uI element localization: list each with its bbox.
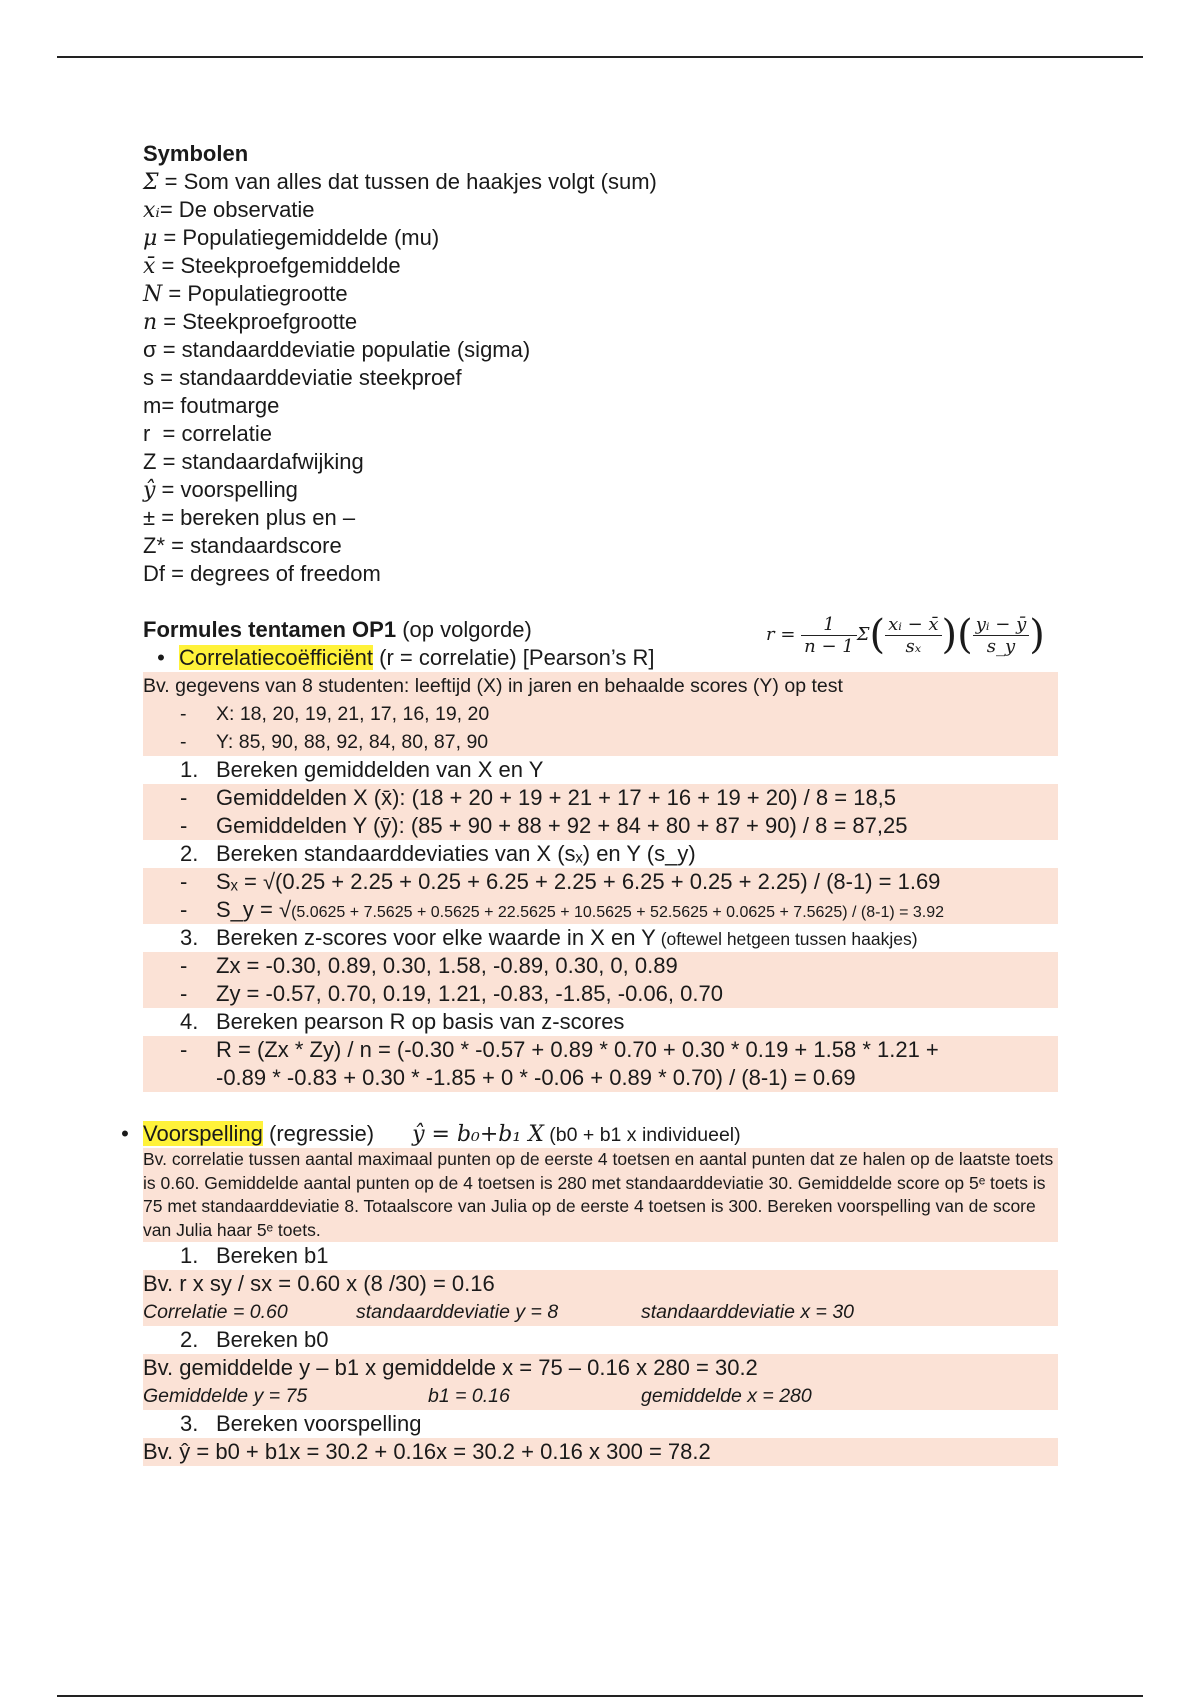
symbol-row xyxy=(143,224,1058,252)
bottom-rule xyxy=(57,1695,1143,1697)
symbol-text: = Steekproefgrootte xyxy=(157,309,358,334)
symbol-text: = foutmarge xyxy=(161,393,280,418)
symbol-text: = standaarddeviatie populatie (sigma) xyxy=(156,337,531,362)
symbol-text: = standaardafwijking xyxy=(156,449,364,474)
symbol-row xyxy=(143,448,1058,476)
regression-rest: (regressie) xyxy=(262,1121,375,1146)
symbol-glyph: x̄ xyxy=(143,254,156,279)
mean-x: Gemiddelden X (x̄): (18 + 20 + 19 + 21 + 17 + 16 + 19 + 20) / 8 = 18,5 xyxy=(216,785,897,810)
symbol-text: = Populatiegrootte xyxy=(162,281,348,306)
symbol-glyph: σ xyxy=(143,337,157,362)
symbol-row xyxy=(143,168,1058,196)
symbol-glyph: Z* xyxy=(143,533,165,558)
sy-row: - S_y = √(5.0625 + 7.5625 + 0.5625 + 22.5625 + 10.5625 + 52.5625 + 0.0625 + 7.5625) / (8-1) = 3.92 xyxy=(180,897,945,922)
bullet-dot: • xyxy=(157,645,165,670)
zy-values: Zy = -0.57, 0.70, 0.19, 1.21, -0.83, -1.85, -0.06, 0.70 xyxy=(216,981,723,1006)
symbols-list xyxy=(143,168,1058,588)
r-calc-1: R = (Zx * Zy) / n = (-0.30 * -0.57 + 0.89 * 0.70 + 0.30 * 0.19 + 1.58 * 1.21 + xyxy=(216,1037,939,1062)
symbol-row xyxy=(143,420,1058,448)
sy-prefix: S_y = √ xyxy=(216,897,292,922)
formules-subtitle: (op volgorde) xyxy=(396,617,532,642)
symbol-glyph: μ xyxy=(143,226,158,251)
symbol-row xyxy=(143,364,1058,392)
regression-formula-note: (b0 + b1 x individueel) xyxy=(543,1124,741,1146)
data-x-row: - X: 18, 20, 19, 21, 17, 16, 19, 20 xyxy=(180,703,490,725)
symbol-text: = Steekproefgemiddelde xyxy=(155,253,401,278)
data-y: Y: 85, 90, 88, 92, 84, 80, 87, 90 xyxy=(216,731,489,753)
pearson-r-formula: r = $\frac{1}{n - 1}$ Σ( $\frac{\text{xᵢ − x̄}}{\text{sₓ}}$ )( $\frac{\text{yᵢ − ȳ}}{s\_y}$ ) xyxy=(766,612,1045,658)
sy-formula: (5.0625 + 7.5625 + 0.5625 + 22.5625 + 10.5625 + 52.5625 + 0.0625 + 7.5625) / (8-1) = 3.92 xyxy=(291,904,945,921)
top-rule xyxy=(57,56,1143,58)
sx-row: - Sₓ = √(0.25 + 2.25 + 0.25 + 6.25 + 2.25 + 6.25 + 0.25 + 2.25) / (8-1) = 1.69 xyxy=(180,869,941,894)
formules-title: Formules tentamen OP1 xyxy=(143,617,397,642)
symbol-text: = voorspelling xyxy=(155,477,298,502)
data-x: X: 18, 20, 19, 21, 17, 16, 19, 20 xyxy=(216,703,490,725)
mean-y: Gemiddelden Y (ȳ): (85 + 90 + 88 + 92 + 84 + 80 + 87 + 90) / 8 = 87,25 xyxy=(216,813,908,838)
correlation-example: Bv. gegevens van 8 studenten: leeftijd (X) in jaren en behaalde scores (Y) op test xyxy=(143,675,843,697)
symbol-text: = correlatie xyxy=(150,421,272,446)
symbol-row xyxy=(143,532,1058,560)
symbol-text: = degrees of freedom xyxy=(165,561,381,586)
b0-calc: Bv. gemiddelde y – b1 x gemiddelde x = 75 – 0.16 x 280 = 30.2 xyxy=(143,1355,758,1380)
symbol-row xyxy=(143,560,1058,588)
mean-y-row: - Gemiddelden Y (ȳ): (85 + 90 + 88 + 92 + 84 + 80 + 87 + 90) / 8 = 87,25 xyxy=(180,813,908,838)
document-body xyxy=(121,140,1058,1466)
r-calc-row-2 xyxy=(180,1064,1058,1092)
b1-calc: Bv. r x sy / sx = 0.60 x (8 /30) = 0.16 xyxy=(143,1271,495,1296)
regression-formula: ŷ = b₀+b₁ X xyxy=(412,1122,544,1147)
symbol-glyph: r xyxy=(143,421,151,446)
bullet-dot-2: • xyxy=(121,1121,129,1146)
symbol-glyph: ± xyxy=(143,505,156,530)
symbol-text: = standaardscore xyxy=(165,533,342,558)
regr-step-1: 1. Bereken b1 xyxy=(180,1243,329,1268)
correlation-label: Correlatiecoëfficiënt xyxy=(179,645,374,670)
symbol-glyph: Σ xyxy=(143,170,159,195)
symbol-glyph: Df xyxy=(143,561,165,586)
b0-values: Gemiddelde y = 75 b1 = 0.16 gemiddelde x = 280 xyxy=(143,1385,812,1407)
prediction-calc: Bv. ŷ = b0 + b1x = 30.2 + 0.16x = 30.2 + 0.16 x 300 = 78.2 xyxy=(143,1439,711,1464)
symbol-row xyxy=(143,252,1058,280)
symbol-row xyxy=(143,280,1058,308)
symbol-row xyxy=(143,392,1058,420)
corr-step-4: 4. Bereken pearson R op basis van z-scores xyxy=(180,1009,625,1034)
symbol-row xyxy=(143,196,1058,224)
symbol-glyph: xᵢ xyxy=(143,198,160,223)
b1-values: Correlatie = 0.60 standaarddeviatie y = 8 standaarddeviatie x = 30 xyxy=(143,1301,855,1323)
data-y-row: - Y: 85, 90, 88, 92, 84, 80, 87, 90 xyxy=(180,731,489,753)
symbol-row xyxy=(143,476,1058,504)
mean-x-row: - Gemiddelden X (x̄): (18 + 20 + 19 + 21 + 17 + 16 + 19 + 20) / 8 = 18,5 xyxy=(180,785,897,810)
symbol-glyph: m xyxy=(143,393,162,418)
zx-values: Zx = -0.30, 0.89, 0.30, 1.58, -0.89, 0.30, 0, 0.89 xyxy=(216,953,678,978)
symbol-glyph: Z xyxy=(143,449,157,474)
zx-row: - Zx = -0.30, 0.89, 0.30, 1.58, -0.89, 0.30, 0, 0.89 xyxy=(180,953,678,978)
corr-step-3: 3. Bereken z-scores voor elke waarde in X en Y (oftewel hetgeen tussen haakjes) xyxy=(180,925,918,950)
correlation-rest: (r = correlatie) [Pearson’s R] xyxy=(373,645,655,670)
r-calc-row-1: - R = (Zx * Zy) / n = (-0.30 * -0.57 + 0.89 * 0.70 + 0.30 * 0.19 + 1.58 * 1.21 + xyxy=(180,1037,939,1062)
symbol-glyph: n xyxy=(143,310,158,335)
symbol-text: = standaarddeviatie steekproef xyxy=(154,365,462,390)
regression-label: Voorspelling xyxy=(143,1121,263,1146)
corr-step-1: 1. Bereken gemiddelden van X en Y xyxy=(180,757,544,782)
symbol-glyph: N xyxy=(143,282,163,307)
corr-step-2: 2. Bereken standaarddeviaties van X (sₓ) en Y (s_y) xyxy=(180,841,696,866)
regression-example: Bv. correlatie tussen aantal maximaal punten op de eerste 4 toetsen en aantal punten dat ze halen op de laatste toets is 0.60. Gemiddelde aantal punten op de 4 toetsen is 280 met standaarddeviatie 30. Gemiddelde score op 5ᵉ toets is 75 met standaarddeviatie 8. Totaalscore van Julia op de eerste 4 toetsen is 300. Bereken voorspelling van de score van Julia haar 5ᵉ toets. xyxy=(143,1148,1058,1242)
symbols-heading: Symbolen xyxy=(143,141,249,166)
symbol-text: = De observatie xyxy=(159,197,315,222)
symbol-row xyxy=(143,504,1058,532)
symbol-glyph: ŷ xyxy=(143,478,156,503)
regr-step-2: 2. Bereken b0 xyxy=(180,1327,329,1352)
bullet-regression xyxy=(107,1120,1058,1148)
zy-row: - Zy = -0.57, 0.70, 0.19, 1.21, -0.83, -1.85, -0.06, 0.70 xyxy=(180,981,723,1006)
symbol-row xyxy=(143,336,1058,364)
regr-step-3: 3. Bereken voorspelling xyxy=(180,1411,422,1436)
symbol-glyph: s xyxy=(143,365,154,390)
symbol-text: = Populatiegemiddelde (mu) xyxy=(157,225,440,250)
symbol-row xyxy=(143,308,1058,336)
symbol-text: = bereken plus en – xyxy=(155,505,356,530)
r-calc-2: -0.89 * -0.83 + 0.30 * -1.85 + 0 * -0.06 + 0.89 * 0.70) / (8-1) = 0.69 xyxy=(216,1065,856,1090)
sx-formula: Sₓ = √(0.25 + 2.25 + 0.25 + 6.25 + 2.25 + 6.25 + 0.25 + 2.25) / (8-1) = 1.69 xyxy=(216,869,941,894)
symbol-text: = Som van alles dat tussen de haakjes volgt (sum) xyxy=(158,169,657,194)
